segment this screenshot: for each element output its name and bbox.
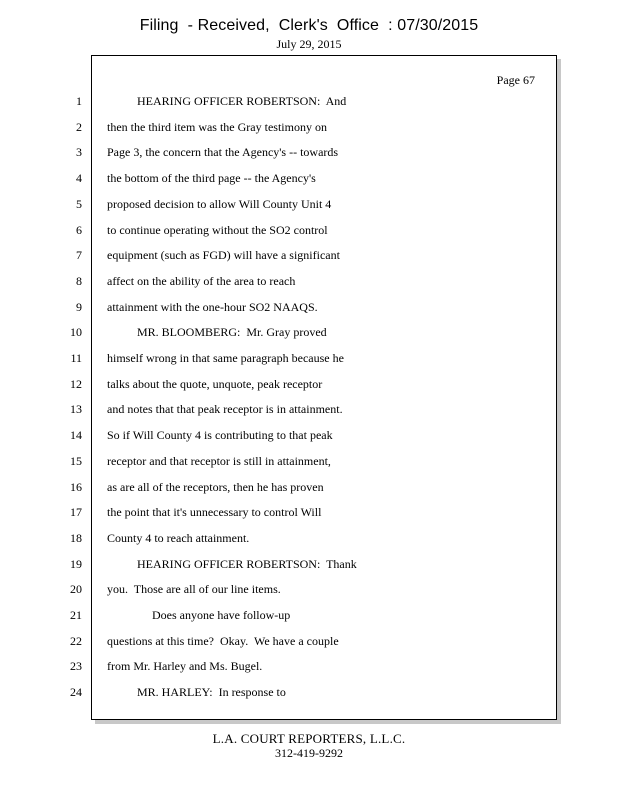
- line-number: 23: [70, 659, 82, 673]
- court-reporter-firm: L.A. COURT REPORTERS, L.L.C.: [212, 731, 406, 746]
- line-text: Does anyone have follow-up: [107, 608, 291, 622]
- line-number: 22: [70, 634, 82, 648]
- line-number: 2: [76, 120, 82, 134]
- line-number: 16: [70, 480, 82, 494]
- line-text: Page 3, the concern that the Agency's -- towards: [107, 145, 339, 159]
- line-number: 18: [70, 531, 82, 545]
- line-number: 24: [70, 685, 82, 699]
- line-number: 15: [70, 454, 82, 468]
- line-number: 21: [70, 608, 82, 622]
- line-text: MR. BLOOMBERG: Mr. Gray proved: [107, 325, 327, 339]
- line-number: 11: [70, 351, 82, 365]
- line-text: then the third item was the Gray testimony on: [107, 120, 327, 134]
- line-text: So if Will County 4 is contributing to that peak: [107, 428, 333, 442]
- page-number: Page 67: [496, 73, 535, 87]
- line-text: himself wrong in that same paragraph because he: [107, 351, 344, 365]
- line-text: talks about the quote, unquote, peak receptor: [107, 377, 323, 391]
- line-number: 3: [76, 145, 82, 159]
- line-number: 14: [70, 428, 82, 442]
- transcript-date: July 29, 2015: [276, 37, 342, 51]
- line-number: 17: [70, 505, 82, 519]
- line-number: 5: [76, 197, 82, 211]
- line-text: questions at this time? Okay. We have a couple: [107, 634, 339, 648]
- line-text: equipment (such as FGD) will have a significant: [107, 248, 340, 262]
- line-text: MR. HARLEY: In response to: [107, 685, 286, 699]
- line-text: you. Those are all of our line items.: [107, 582, 281, 596]
- line-number: 12: [70, 377, 82, 391]
- line-text: from Mr. Harley and Ms. Bugel.: [107, 659, 263, 673]
- line-number: 6: [76, 223, 82, 237]
- line-text: to continue operating without the SO2 control: [107, 223, 328, 237]
- line-text: receptor and that receptor is still in attainment,: [107, 454, 331, 468]
- line-text: affect on the ability of the area to reach: [107, 274, 296, 288]
- line-text: HEARING OFFICER ROBERTSON: Thank: [107, 557, 357, 571]
- line-number: 13: [70, 402, 82, 416]
- line-text: proposed decision to allow Will County Unit 4: [107, 197, 332, 211]
- court-reporter-phone: 312-419-9292: [275, 746, 343, 760]
- line-number: 20: [70, 582, 82, 596]
- line-text: the point that it's unnecessary to control Will: [107, 505, 322, 519]
- line-text: County 4 to reach attainment.: [107, 531, 250, 545]
- line-number: 10: [70, 325, 82, 339]
- line-text: as are all of the receptors, then he has proven: [107, 480, 324, 494]
- line-number: 1: [76, 94, 82, 108]
- line-text: the bottom of the third page -- the Agency's: [107, 171, 316, 185]
- line-text: HEARING OFFICER ROBERTSON: And: [107, 94, 347, 108]
- line-number: 19: [70, 557, 82, 571]
- line-text: attainment with the one-hour SO2 NAAQS.: [107, 300, 318, 314]
- line-number: 8: [76, 274, 82, 288]
- line-number: 4: [76, 171, 82, 185]
- line-number: 9: [76, 300, 82, 314]
- filing-stamp: Filing - Received, Clerk's Office : 07/30/2015: [139, 17, 479, 34]
- line-text: and notes that that peak receptor is in attainment.: [107, 402, 343, 416]
- line-number: 7: [76, 248, 82, 262]
